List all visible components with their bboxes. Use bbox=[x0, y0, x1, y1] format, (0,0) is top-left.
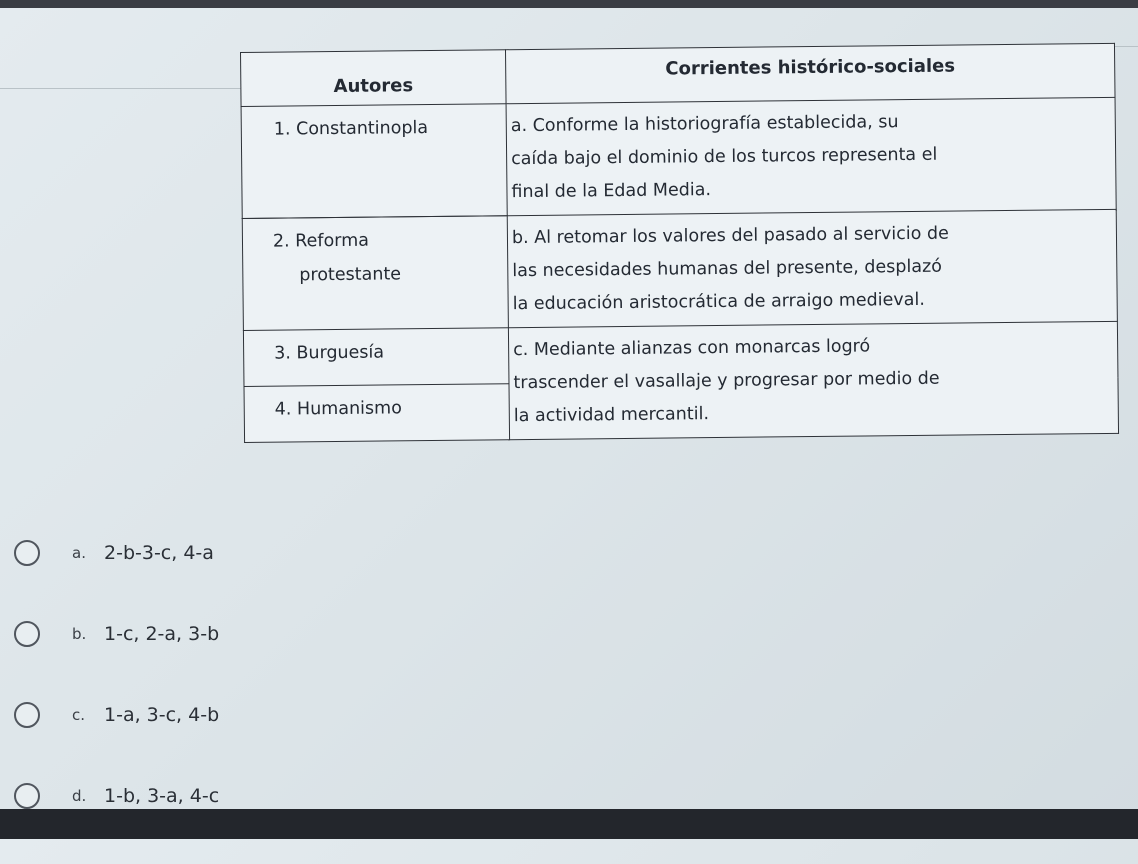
option-letter: c. bbox=[72, 706, 86, 724]
current-line: caída bajo el dominio de los turcos representa el bbox=[511, 144, 938, 170]
current-line: final de la Edad Media. bbox=[511, 180, 712, 203]
option-letter: b. bbox=[72, 625, 87, 643]
option-text: 1-b, 3-a, 4-c bbox=[104, 785, 220, 807]
radio-button[interactable] bbox=[14, 621, 40, 647]
radio-button[interactable] bbox=[14, 702, 40, 728]
table-header-row bbox=[241, 43, 1116, 106]
current-cell bbox=[508, 321, 1118, 439]
option-text: 1-a, 3-c, 4-b bbox=[104, 704, 220, 726]
current-line: b. Al retomar los valores del pasado al servicio de bbox=[511, 223, 949, 249]
matching-table-container bbox=[240, 43, 1119, 443]
current-cell bbox=[506, 97, 1116, 215]
author-label: 1. Constantinopla bbox=[273, 118, 429, 140]
current-line: las necesidades humanas del presente, desplazó bbox=[512, 256, 943, 282]
option-text: 2-b-3-c, 4-a bbox=[104, 542, 214, 564]
option-letter: d. bbox=[72, 787, 87, 805]
current-line: la educación aristocrática de arraigo medieval. bbox=[512, 289, 925, 315]
radio-button[interactable] bbox=[14, 540, 40, 566]
header-authors: Autores bbox=[241, 50, 507, 107]
author-cell bbox=[243, 328, 509, 387]
table-row bbox=[243, 321, 1118, 386]
current-line: c. Mediante alianzas con monarcas logró bbox=[513, 336, 871, 361]
author-cell bbox=[244, 384, 510, 443]
option-text: 1-c, 2-a, 3-b bbox=[104, 623, 220, 645]
top-bar bbox=[0, 0, 1138, 8]
radio-button[interactable] bbox=[14, 783, 40, 809]
author-label: 3. Burguesía bbox=[274, 342, 385, 364]
bottom-bar bbox=[0, 809, 1138, 839]
author-cell bbox=[241, 104, 507, 219]
option-a[interactable] bbox=[14, 540, 219, 566]
current-line: trascender el vasallaje y progresar por medio de bbox=[513, 368, 940, 394]
author-label: 2. Reforma bbox=[272, 230, 370, 252]
table-row bbox=[241, 97, 1116, 218]
option-c[interactable] bbox=[14, 702, 219, 728]
header-currents: Corrientes histórico-sociales bbox=[505, 43, 1115, 103]
option-d[interactable] bbox=[14, 783, 219, 809]
author-cell bbox=[242, 216, 508, 331]
author-label: 4. Humanismo bbox=[274, 398, 402, 420]
current-line: la actividad mercantil. bbox=[513, 404, 710, 427]
table-row bbox=[242, 209, 1117, 330]
matching-table bbox=[240, 43, 1119, 443]
option-letter: a. bbox=[72, 544, 86, 562]
author-label-line2: protestante bbox=[299, 264, 402, 286]
current-line: a. Conforme la historiografía establecida, su bbox=[510, 112, 899, 137]
option-b[interactable] bbox=[14, 621, 219, 647]
current-cell bbox=[507, 209, 1117, 327]
